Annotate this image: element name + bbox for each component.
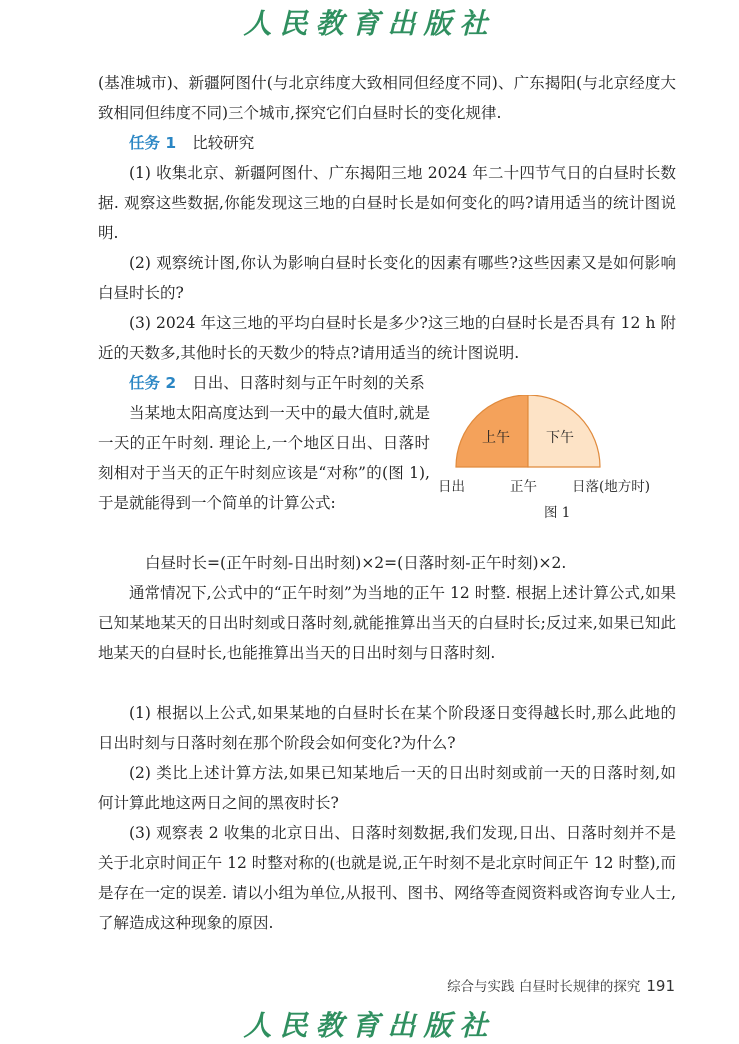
task1-question-3: (3) 2024 年这三地的平均白昼时长是多少?这三地的白昼时长是否具有 12 h 附近的天数多,其他时长的天数少的特点?请用适当的统计图说明. [98, 314, 676, 362]
task2-question-1: (1) 根据以上公式,如果某地的白昼时长在某个阶段逐日变得越长时,那么此地的日出时刻与日落时刻在那个阶段会如何变化?为什么? [98, 704, 676, 752]
task1-title: 比较研究 [192, 134, 255, 152]
task2-question-3: (3) 观察表 2 收集的北京日出、日落时刻数据,我们发现,日出、日落时刻并不是关于北京时间正午 12 时整对称的(也就是说,正午时刻不是北京时间正午 12 时整),而是存在一定的误差. 请以小组为单位,从报刊、图书、网络等查阅资料或咨询专业人士,了解造成这种现象的原因. [98, 824, 676, 932]
intro-paragraph: (基准城市)、新疆阿图什(与北京纬度大致相同但经度不同)、广东揭阳(与北京经度大致相同但纬度不同)三个城市,探究它们白昼时长的变化规律. [98, 74, 676, 122]
task1-question-1: (1) 收集北京、新疆阿图什、广东揭阳三地 2024 年二十四节气日的白昼时长数据. 观察这些数据,你能发现这三地的白昼时长是如何变化的吗?请用适当的统计图说明. [98, 164, 676, 242]
task2-paragraph-1: 当某地太阳高度达到一天中的最大值时,就是一天的正午时刻. 理论上,一个地区日出、日落时刻相对于当天的正午时刻应该是“对称”的(图 1),于是就能得到一个简单的计算公式: [98, 404, 430, 512]
task1-label: 任务 1 [129, 134, 177, 152]
task1-heading [129, 128, 254, 158]
page-number: 191 [646, 977, 675, 995]
publisher-logo-footer: 人民教育出版社 [243, 1009, 496, 1042]
publisher-logo-header: 人民教育出版社 [243, 7, 496, 40]
task1-question-2: (2) 观察统计图,你认为影响白昼时长变化的因素有哪些?这些因素又是如何影响白昼时长的? [98, 254, 676, 302]
task2-heading [129, 368, 425, 398]
afternoon-label: 下午 [546, 430, 574, 446]
sunset-label: 日落(地方时) [572, 479, 651, 495]
page-footer [447, 975, 675, 995]
sunrise-label: 日出 [438, 479, 465, 495]
morning-label: 上午 [482, 430, 510, 446]
task2-paragraph-2: 通常情况下,公式中的“正午时刻”为当地的正午 12 时整. 根据上述计算公式,如果已知某地某天的日出时刻或日落时刻,就能推算出当天的白昼时长;反过来,如果已知此地某天的白昼时长,也能推算出当天的日出时刻与日落时刻. [98, 584, 676, 662]
task2-title: 日出、日落时刻与正午时刻的关系 [192, 374, 425, 392]
task2-question-2: (2) 类比上述计算方法,如果已知某地后一天的日出时刻或前一天的日落时刻,如何计算此地这两日之间的黑夜时长? [98, 764, 676, 812]
noon-label: 正午 [510, 479, 537, 495]
daylength-formula: 白昼时长=(正午时刻-日出时刻)×2=(日落时刻-正午时刻)×2. [145, 554, 567, 572]
task2-label: 任务 2 [129, 374, 177, 392]
figure-caption: 图 1 [544, 505, 571, 521]
footer-section-title: 综合与实践 白昼时长规律的探究 [447, 979, 641, 995]
figure-1 [434, 395, 679, 520]
